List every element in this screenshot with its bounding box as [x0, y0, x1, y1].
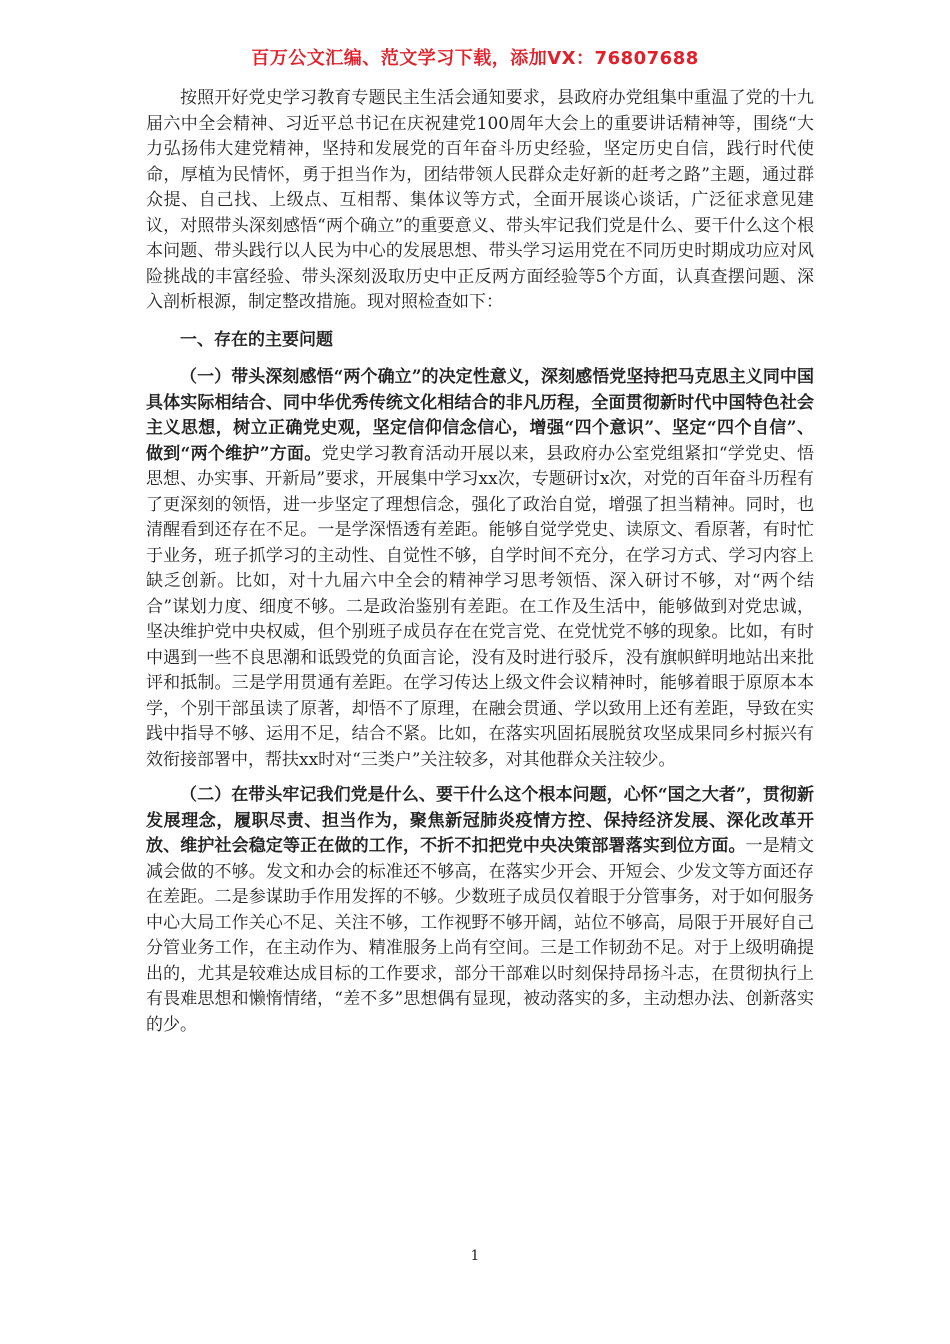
item-two-body: 一是精文减会做的不够。发文和办会的标准还不够高，在落实少开会、开短会、少发文等方面还存在差距。二是参谋助手作用发挥的不够。少数班子成员仅着眼于分管事务，对于如何服务中心大局工作关心不足、关注不够，工作视野不够开阔，站位不够高，局限于开展好自己分管业务工作，在主动作为、精准服务上尚有空间。三是工作韧劲不足。对于上级明确提出的，尤其是较难达成目标的工作要求，部分干部难以时刻保持昂扬斗志，在贯彻执行上有畏难思想和懒惰情绪，“差不多”思想偶有显现，被动落实的多，主动想办法、创新落实的少。 [146, 836, 815, 1035]
item-one-paragraph [146, 365, 814, 773]
document-body [146, 86, 814, 1038]
item-two-lead: （二）在带头牢记我们党是什么、要干什么这个根本问题，心怀“国之大者”，贯彻新发展理念，履职尽责、担当作为，聚焦新冠肺炎疫情方控、保持经济发展、深化改革开放、维护社会稳定等正在做的工作，不折不扣把党中央决策部署落实到位方面。 [146, 785, 814, 856]
header-banner: 百万公文汇编、范文学习下载，添加VX：76807688 [251, 48, 699, 69]
intro-paragraph: 按照开好党史学习教育专题民主生活会通知要求，县政府办党组集中重温了党的十九届六中全会精神、习近平总书记在庆祝建党100周年大会上的重要讲话精神等，围绕“大力弘扬伟大建党精神，坚持和发展党的百年奋斗历史经验，坚定历史自信，践行时代使命，厚植为民情怀，勇于担当作为，团结带领人民群众走好新的赶考之路”主题，通过群众提、自己找、上级点、互相帮、集体议等方式，全面开展谈心谈话，广泛征求意见建议，对照带头深刻感悟“两个确立”的重要意义、带头牢记我们党是什么、要干什么这个根本问题、带头践行以人民为中心的发展思想、带头学习运用党在不同历史时期成功应对风险挑战的丰富经验、带头深刻汲取历史中正反两方面经验等5个方面，认真查摆问题、深入剖析根源，制定整改措施。现对照检查如下： [146, 88, 814, 312]
item-one-body: 党史学习教育活动开展以来，县政府办公室党组紧扣“学党史、悟思想、办实事、开新局”要求，开展集中学习xx次，专题研讨x次，对党的百年奋斗历程有了更深刻的领悟，进一步坚定了理想信念，强化了政治自觉，增强了担当精神。同时，也清醒看到还存在不足。一是学深悟透有差距。能够自觉学党史、读原文、看原著，有时忙于业务，班子抓学习的主动性、自觉性不够，自学时间不充分，在学习方式、学习内容上缺乏创新。比如，对十九届六中全会的精神学习思考领悟、深入研讨不够，对“两个结合”谋划力度、细度不够。二是政治鉴别有差距。在工作及生活中，能够做到对党忠诚，坚决维护党中央权威，但个别班子成员存在在党言党、在党忧党不够的现象。比如，有时中遇到一些不良思潮和诋毁党的负面言论，没有及时进行驳斥，没有旗帜鲜明地站出来批评和抵制。三是学用贯通有差距。在学习传达上级文件会议精神时，能够着眼于原原本本学，个别干部虽读了原著，却悟不了原理，在融会贯通、学以致用上还有差距，导致在实践中指导不够、运用不足，结合不紧。比如，在落实巩固拓展脱贫攻坚成果同乡村振兴有效衔接部署中，帮扶xx时对“三类户”关注较多，对其他群众关注较少。 [146, 443, 814, 770]
section-heading: 一、存在的主要问题 [180, 329, 333, 350]
page-number: 1 [470, 1248, 480, 1264]
item-two-paragraph [146, 783, 814, 1038]
item-one-lead: （一）带头深刻感悟“两个确立”的决定性意义，深刻感悟党坚持把马克思主义同中国具体实际相结合、同中华优秀传统文化相结合的非凡历程，全面贯彻新时代中国特色社会主义思想，树立正确党史观，坚定信仰信念信心，增强“四个意识”、坚定“四个自信”、做到“两个维护”方面。 [146, 367, 814, 464]
